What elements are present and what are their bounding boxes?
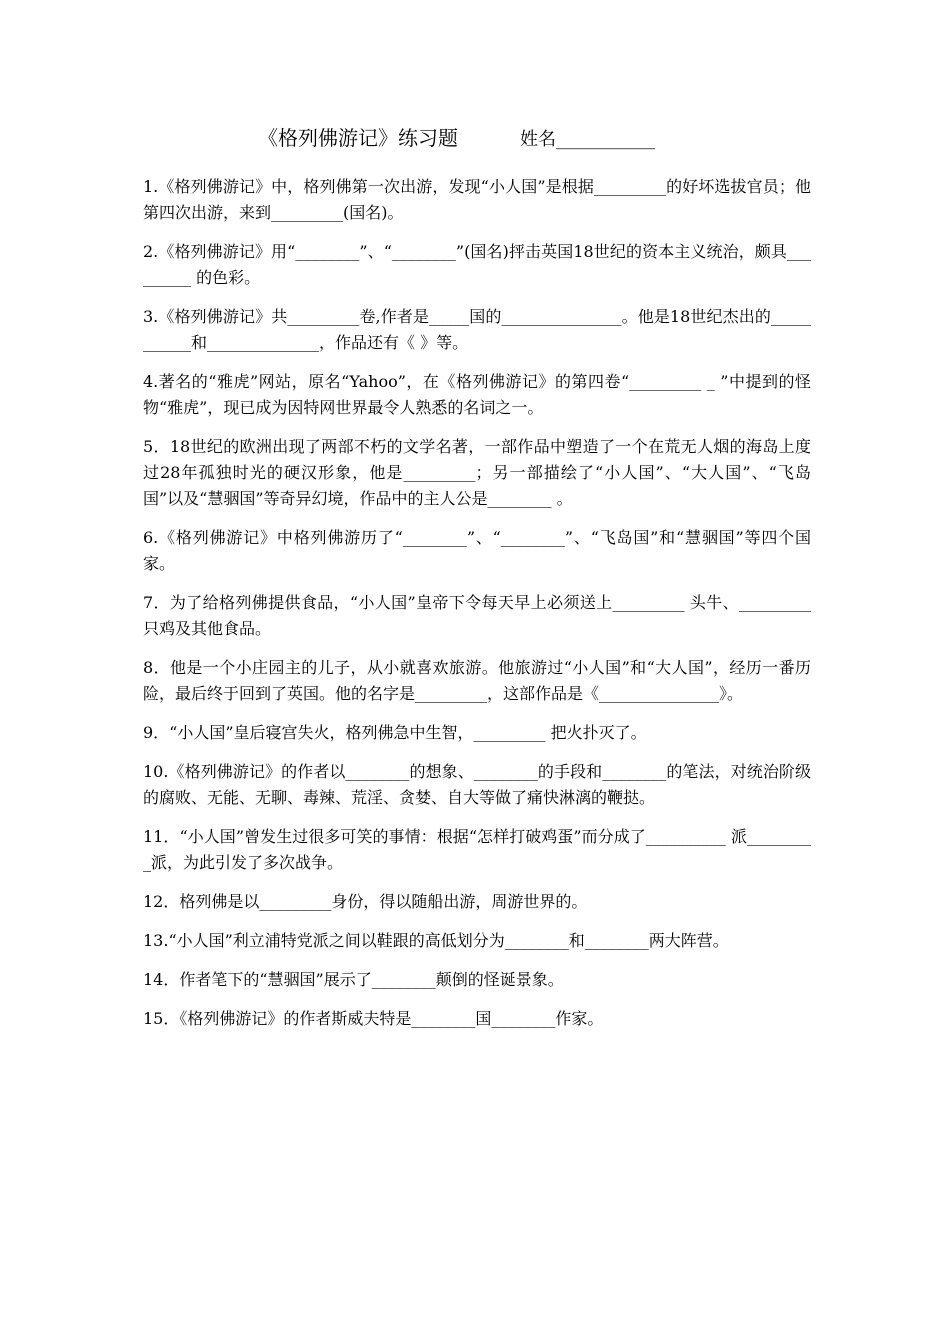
question-14: 14．作者笔下的“慧骃国”展示了________颠倒的怪诞景象。 bbox=[143, 970, 564, 989]
question-10: 10.《格列佛游记》的作者以________的想象、________的手段和________的笔法，对统治阶级的腐败、无能、无聊、毒辣、荒淫、贪婪、自大等做了痛快淋漓的鞭挞。 bbox=[143, 762, 811, 807]
question-13: 13.“小人国”利立浦特党派之间以鞋跟的高低划分为________和________两大阵营。 bbox=[143, 931, 729, 950]
question-6: 6.《格列佛游记》中格列佛游历了“________”、“________”、“飞岛国”和“慧骃国”等四个国家。 bbox=[143, 528, 811, 573]
question-5: 5．18世纪的欧洲出现了两部不朽的文学名著，一部作品中塑造了一个在荒无人烟的海岛上度过28年孤独时光的硬汉形象，他是_________；另一部描绘了“小人国”、“大人国”、“飞岛国”以及“慧骃国”等奇异幻境，作品中的主人公是________ 。 bbox=[143, 437, 811, 508]
question-15: 15．《格列佛游记》的作者斯威夫特是________国________作家。 bbox=[143, 1009, 604, 1028]
header bbox=[258, 122, 655, 151]
page-title: 《格列佛游记》练习题 bbox=[258, 126, 458, 150]
question-4: 4.著名的“雅虎”网站，原名“Yahoo”，在《格列佛游记》的第四卷“_________ _ ”中提到的怪物“雅虎”，现已成为因特网世界最令人熟悉的名词之一。 bbox=[143, 372, 811, 417]
question-9: 9．“小人国”皇后寝宫失火，格列佛急中生智，_________ 把火扑灭了。 bbox=[143, 723, 647, 742]
question-7: 7．为了给格列佛提供食品，“小人国”皇帝下令每天早上必须送上_________ 头牛、_________只鸡及其他食品。 bbox=[143, 593, 811, 638]
question-11: 11．“小人国”曾发生过很多可笑的事情：根据“怎样打破鸡蛋”而分成了__________ 派_________派，为此引发了多次战争。 bbox=[143, 827, 811, 872]
question-list bbox=[143, 174, 811, 1045]
question-2: 2.《格列佛游记》用“________”、“________”(国名)抨击英国18世纪的资本主义统治，颇具_________ 的色彩。 bbox=[143, 242, 811, 287]
question-1: 1.《格列佛游记》中，格列佛第一次出游，发现“小人国”是根据_________的好坏选拔官员；他第四次出游，来到_________(国名)。 bbox=[143, 177, 811, 222]
question-3: 3.《格列佛游记》共_________卷,作者是_____国的_______________。他是18世纪杰出的___________和______________，作品还有《 》等。 bbox=[143, 307, 811, 352]
name-field-label: 姓名___________ bbox=[520, 129, 655, 150]
question-8: 8．他是一个小庄园主的儿子，从小就喜欢旅游。他旅游过“小人国”和“大人国”，经历一番历险，最后终于回到了英国。他的名字是_________，这部作品是《_______________》。 bbox=[143, 658, 811, 703]
question-12: 12．格列佛是以_________身份，得以随船出游，周游世界的。 bbox=[143, 892, 588, 911]
